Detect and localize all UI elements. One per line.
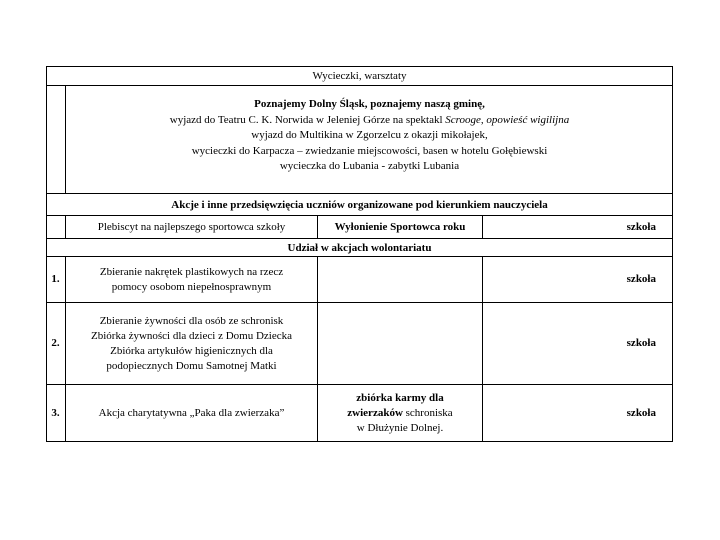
actions-level-cell: szkoła xyxy=(626,220,656,233)
plebiscite-cell: Plebiscyt na najlepszego sportowca szkoły xyxy=(66,216,318,238)
actions-row-spacer xyxy=(46,216,66,238)
trips-line-luban: wycieczka do Lubania - zabytki Lubania xyxy=(279,160,460,172)
section-title-actions xyxy=(46,194,673,216)
trips-line-karpacz: wycieczki do Karpacza – zwiedzanie miejscowości, basen w hotelu Gołębiewski xyxy=(191,144,548,157)
actions-heading: Akcje i inne przedsięwzięcia uczniów organizowane pod kierunkiem nauczyciela xyxy=(171,198,548,211)
row-level: szkoła xyxy=(626,407,656,419)
row-description: Akcja charytatywna „Paka dla zwierzaka” xyxy=(66,385,318,442)
trips-content xyxy=(66,97,673,175)
row-description: Zbieranie żywności dla osób ze schronisk Zbiórka żywności dla dzieci z Domu Dziecka Zbiórka artykułów higienicznych dla podopiecznych Domu Samotnej Matki xyxy=(66,303,318,384)
selection-cell: Wyłonienie Sportowca roku xyxy=(318,216,483,238)
row-number: 1. xyxy=(46,257,66,302)
section-title-volunteering xyxy=(46,239,673,257)
trips-left-spacer xyxy=(46,86,66,193)
volunteering-heading: Udział w akcjach wolontariatu xyxy=(287,241,432,254)
trips-line-cinema: wyjazd do Multikina w Zgorzelcu z okazji mikołajek, xyxy=(251,129,488,141)
row-level: szkoła xyxy=(626,337,656,349)
trips-line-theatre: wyjazd do Teatru C. K. Norwida w Jeleniej Górze na spektakl Scrooge, opowieść wigilijna xyxy=(169,113,570,126)
row-detail: zbiórka karmy dla zwierzaków schroniska w Dłużynie Dolnej. xyxy=(318,385,483,442)
row-number: 3. xyxy=(46,385,66,442)
row-description: Zbieranie nakrętek plastikowych na rzecz pomocy osobom niepełnosprawnym xyxy=(66,257,318,302)
row-number: 2. xyxy=(46,303,66,384)
play-title: Scrooge, opowieść wigilijna xyxy=(445,113,570,126)
row-level: szkoła xyxy=(626,273,656,285)
section-title-trips xyxy=(46,66,673,86)
trips-title: Wycieczki, warsztaty xyxy=(312,69,407,82)
row-detail xyxy=(318,257,483,302)
row-detail xyxy=(318,303,483,384)
trips-heading: Poznajemy Dolny Śląsk, poznajemy naszą gminę, xyxy=(254,98,485,110)
